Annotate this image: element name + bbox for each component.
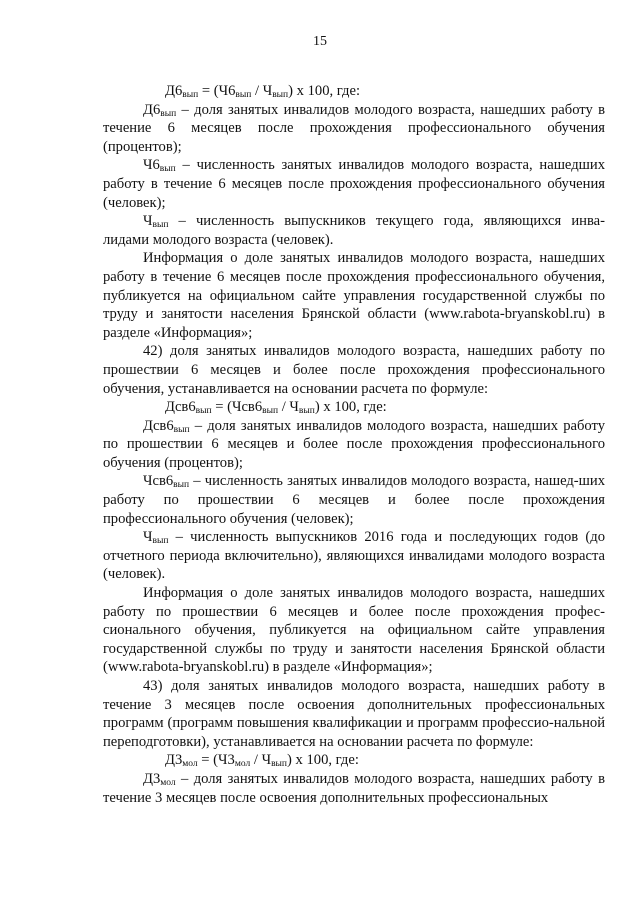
- formula-d3: $Д3_{мол} = (Ч3_{мол} / Ч_{вып})$ х 100, где:: [165, 752, 359, 770]
- definition-ch-2016: $Ч_{вып}$ – численность выпускников 2016 года и последующих годов (до отчетного периода включительно), являющихся инвалидами молодого возраста (человек).: [103, 529, 605, 583]
- info-paragraph-1: Информация о доле занятых инвалидов молодого возраста, нашедших работу в течение 6 месяцев после прохождения профессионального обучения, публикуется на официальном сайте управления государственной службы по труду и занятости населения Брянской области (www.rabota-bryanskobl.ru) в разделе «Информация»;: [103, 250, 605, 341]
- document-body: [103, 82, 605, 807]
- formula-d6: $Д6_{вып} = (Ч6_{вып} / Ч_{вып})$ х 100, где:: [165, 83, 360, 100]
- definition-ch: $Ч_{вып}$ – численность выпускников текущего года, являющихся инва-лидами молодого возраста (человек).: [103, 213, 605, 248]
- definition-d3: $Д3_{мол}$ – доля занятых инвалидов молодого возраста, нашедших работу в течение 3 месяцев после освоения дополнительных профессиональных: [103, 770, 605, 806]
- definition-d6: $Д6_{вып}$ – доля занятых инвалидов молодого возраста, нашедших работу в течение 6 месяцев после прохождения профессионального обучения (процентов);: [103, 101, 605, 155]
- page-number: 15: [313, 34, 327, 49]
- definition-dsv6: $Дсв6_{вып}$ – доля занятых инвалидов молодого возраста, нашедших работу по прошествии 6 месяцев и более после прохождения профессионального обучения (процентов);: [103, 417, 605, 471]
- definition-chsv6: $Чсв6_{вып}$ – численность занятых инвалидов молодого возраста, нашед-ших работу по прошествии 6 месяцев и более после прохождения профессионального обучения (человек);: [103, 473, 605, 527]
- definition-ch6: $Ч6_{вып}$ – численность занятых инвалидов молодого возраста, нашедших работу в течение 6 месяцев после прохождения профессионального обучения (человек);: [103, 157, 605, 211]
- info-paragraph-2: Информация о доле занятых инвалидов молодого возраста, нашедших работу по прошествии 6 месяцев и более после прохождения профес-сионального обучения, публикуется на официальном сайте управления государственной службы по труду и занятости населения Брянской области (www.rabota-bryanskobl.ru) в разделе «Информация»;: [103, 585, 605, 676]
- item-42: 42) доля занятых инвалидов молодого возраста, нашедших работу по прошествии 6 месяцев и более после прохождения профессионального обучения, устанавливается на основании расчета по формуле:: [103, 343, 605, 397]
- item-43: 43) доля занятых инвалидов молодого возраста, нашедших работу в течение 3 месяцев после освоения дополнительных профессиональных программ (программ повышения квалификации и программ профессио-нальной переподготовки), устанавливается на основании расчета по формуле:: [103, 678, 605, 750]
- formula-dsv6: $Дсв6_{вып} = (Чсв6_{вып} / Ч_{вып})$ х 100, где:: [165, 399, 387, 417]
